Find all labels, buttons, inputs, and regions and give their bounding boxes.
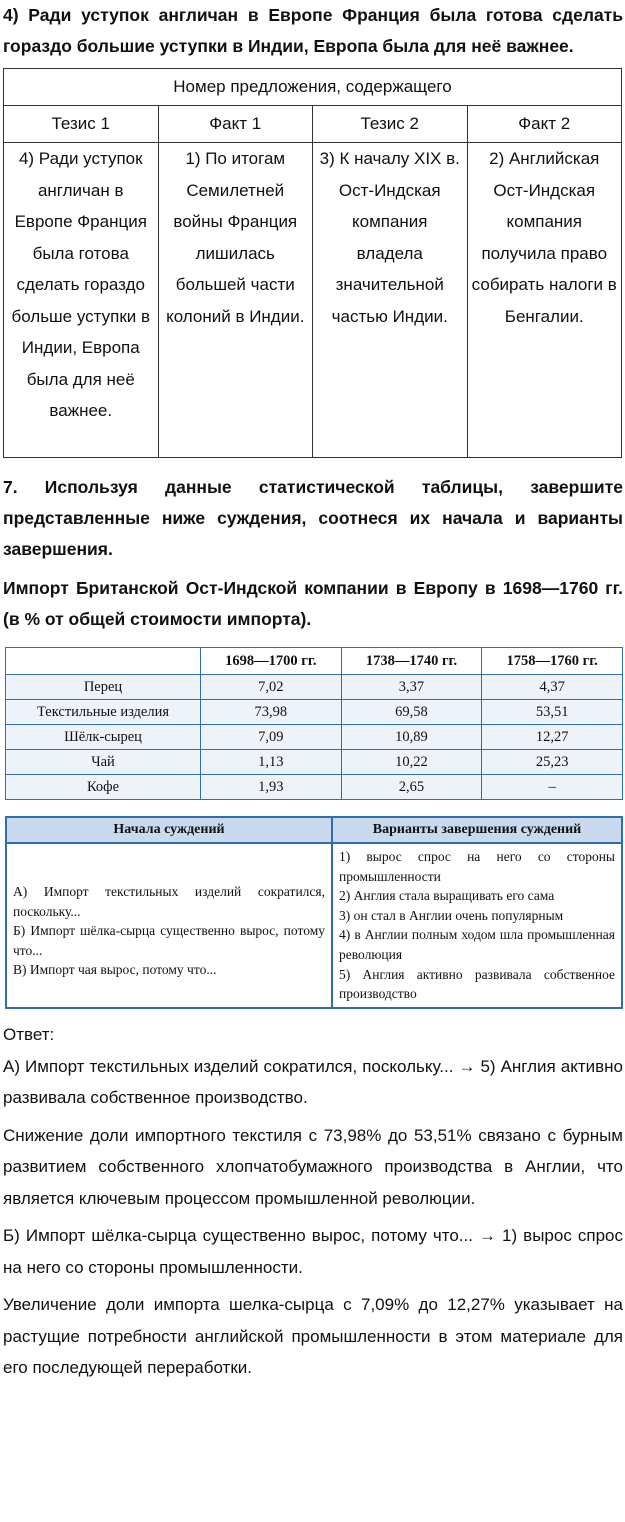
- stat-header: [6, 648, 201, 675]
- table-cell: 4) Ради уступок англичан в Европе Франция была готова сделать гораздо больше уступки в Индии, Европа была для неё важнее.: [4, 143, 159, 458]
- judgements-left-header: Начала суждений: [6, 817, 332, 843]
- answer-paragraph: Снижение доли импортного текстиля с 73,98% до 53,51% связано с бурным развитием собственного хлопчатобумажного производства в Англии, что является ключевым процессом промышленной революции.: [3, 1125, 623, 1208]
- judgement-ending: 2) Англия стала выращивать его сама: [339, 888, 555, 904]
- stat-header: 1698—1700 гг.: [201, 648, 342, 675]
- table-row: [6, 725, 623, 750]
- stat-cell: 7,09: [201, 725, 342, 750]
- stat-header: 1758—1760 гг.: [482, 648, 623, 675]
- stat-cell: Кофе: [6, 775, 201, 800]
- stat-cell: Перец: [6, 675, 201, 700]
- column-header: Тезис 2: [313, 106, 468, 143]
- stat-header: 1738—1740 гг.: [341, 648, 482, 675]
- answer-paragraph: А) Импорт текстильных изделий сократился, поскольку... → 5) Англия активно развивала собственное производство.: [3, 1056, 623, 1108]
- stat-cell: 1,13: [201, 750, 342, 775]
- stat-cell: 53,51: [482, 700, 623, 725]
- judgement-ending: 1) вырос спрос на него со стороны промышленности: [339, 849, 615, 884]
- table-cell: 2) Английская Ост-Индская компания получила право собирать налоги в Бенгалии.: [467, 143, 622, 458]
- judgement-ending: 3) он стал в Англии очень популярным: [339, 907, 564, 923]
- judgements-right-header: Варианты завершения суждений: [332, 817, 622, 843]
- table-row: [6, 775, 623, 800]
- question-7-heading: 7. Используя данные статистической таблицы, завершите представленные ниже суждения, соотнеся их начала и варианты завершения.: [3, 477, 623, 559]
- table-cell: 1) По итогам Семилетней войны Франция лишилась большей части колоний в Индии.: [158, 143, 313, 458]
- column-header: Факт 2: [467, 106, 622, 143]
- judgement-endings: [332, 843, 622, 1008]
- judgement-starts: [6, 843, 332, 1008]
- table-row: [6, 675, 623, 700]
- question-4-heading: 4) Ради уступок англичан в Европе Франция была готова сделать гораздо большие уступки в Индии, Европа была для неё важнее.: [3, 5, 623, 56]
- stat-cell: 12,27: [482, 725, 623, 750]
- answer-label: Ответ:: [3, 1024, 55, 1044]
- stat-cell: 69,58: [341, 700, 482, 725]
- table-row: [6, 700, 623, 725]
- stat-cell: 1,93: [201, 775, 342, 800]
- stat-cell: 3,37: [341, 675, 482, 700]
- stat-cell: 73,98: [201, 700, 342, 725]
- stat-cell: Чай: [6, 750, 201, 775]
- table-caption: Номер предложения, содержащего: [4, 69, 622, 106]
- judgement-ending: 5) Англия активно развивала собственное производство: [339, 966, 615, 1002]
- import-statistics-table: [5, 647, 623, 800]
- stat-cell: 25,23: [482, 750, 623, 775]
- column-header: Факт 1: [158, 106, 313, 143]
- answer-paragraph: Увеличение доли импорта шелка-сырца с 7,09% до 12,27% указывает на растущие потребности английской промышленности в этом материале для его последующей переработки.: [3, 1295, 623, 1378]
- stat-cell: 10,22: [341, 750, 482, 775]
- table-cell: 3) К началу XIX в. Ост-Индская компания владела значительной частью Индии.: [313, 143, 468, 458]
- judgement-start: Б) Импорт шёлка-сырца существенно вырос, потому что...: [13, 923, 325, 958]
- stat-cell: 7,02: [201, 675, 342, 700]
- judgement-start: А) Импорт текстильных изделий сократился, поскольку...: [13, 884, 325, 919]
- stat-cell: Шёлк-сырец: [6, 725, 201, 750]
- stat-cell: Текстильные изделия: [6, 700, 201, 725]
- column-header: Тезис 1: [4, 106, 159, 143]
- stat-cell: 4,37: [482, 675, 623, 700]
- stat-cell: –: [482, 775, 623, 800]
- judgement-start: В) Импорт чая вырос, потому что...: [13, 962, 217, 978]
- thesis-fact-table: [3, 68, 622, 458]
- judgements-table: [5, 816, 623, 1009]
- judgement-ending: 4) в Англии полным ходом шла промышленная революция: [339, 927, 615, 962]
- question-7-subheading: Импорт Британской Ост-Индской компании в Европу в 1698—1760 гг. (в % от общей стоимости импорта).: [3, 578, 623, 629]
- stat-cell: 2,65: [341, 775, 482, 800]
- answer-paragraph: Б) Импорт шёлка-сырца существенно вырос, потому что... → 1) вырос спрос на него со стороны промышленности.: [3, 1226, 623, 1277]
- table-row: [6, 750, 623, 775]
- stat-cell: 10,89: [341, 725, 482, 750]
